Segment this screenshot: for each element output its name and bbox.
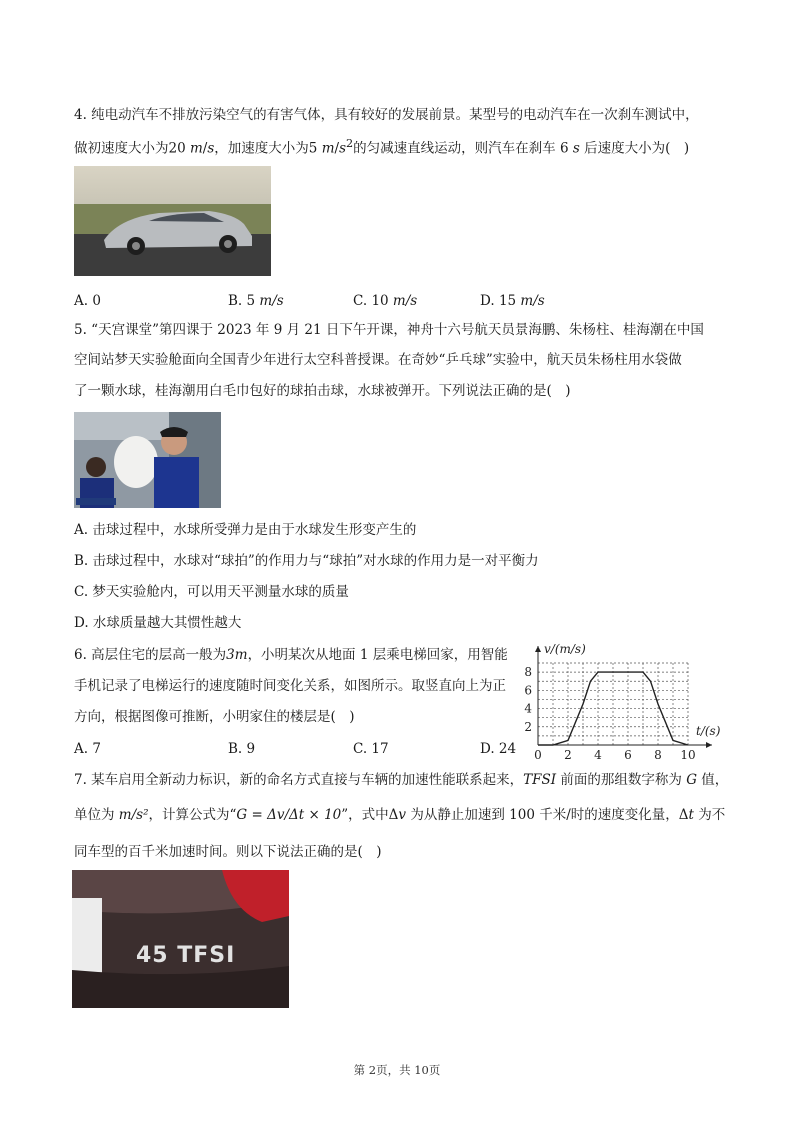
x-tick-label: 0 bbox=[534, 748, 542, 762]
q5-option-c: C. 梦天实验舱内，可以用天平测量水球的质量 bbox=[74, 584, 349, 600]
q4-option-a: A. 0 bbox=[74, 293, 101, 309]
q6-stem-line2: 手机记录了电梯运行的速度随时间变化关系，如图所示。取竖直向上为正 bbox=[74, 678, 506, 694]
q5-option-a: A. 击球过程中，水球所受弹力是由于水球发生形变产生的 bbox=[74, 522, 417, 538]
q4-stem-line1: 4. 纯电动汽车不排放污染空气的有害气体，具有较好的发展前景。某型号的电动汽车在一次刹车测试中， bbox=[74, 107, 699, 123]
q6-option-d: D. 24 bbox=[480, 741, 517, 757]
q4-stem-line2: 做初速度大小为20 m/s，加速度大小为5 $m/s^2$的匀减速直线运动，则汽车在刹车 6 s 后速度大小为( ) bbox=[74, 137, 690, 157]
y-tick-label: 2 bbox=[524, 719, 532, 734]
x-axis-arrow bbox=[706, 742, 712, 748]
tfsi-badge: 45 TFSI bbox=[136, 943, 236, 968]
q4-option-d: D. 15 m/s bbox=[480, 293, 545, 309]
q4-option-b: B. 5 m/s bbox=[228, 293, 284, 309]
q6-option-c: C. 17 bbox=[353, 741, 389, 757]
x-tick-label: 2 bbox=[564, 748, 572, 762]
chart-ticks bbox=[524, 665, 695, 762]
x-tick-label: 4 bbox=[594, 748, 602, 762]
q5-stem-line2: 空间站梦天实验舱面向全国青少年进行太空科普授课。在奇妙“乒乓球”实验中，航天员朱杨柱用水袋做 bbox=[74, 352, 682, 368]
q7-stem-line2: 单位为 m/s²，计算公式为“G = Δv/Δt × 10”，式中Δv 为从静止加速到 100 千米/时的速度变化量，Δt 为不 bbox=[74, 807, 726, 823]
y-tick-label: 8 bbox=[524, 665, 532, 680]
x-tick-label: 10 bbox=[680, 748, 696, 762]
q6-option-a: A. 7 bbox=[74, 741, 101, 757]
chart-grid bbox=[538, 663, 688, 745]
astronaut-photo bbox=[74, 412, 221, 508]
q7-stem-line3: 同车型的百千米加速时间。则以下说法正确的是( ) bbox=[74, 844, 382, 860]
q6-option-b: B. 9 bbox=[228, 741, 256, 757]
x-tick-label: 6 bbox=[624, 748, 632, 762]
electric-car-photo bbox=[74, 166, 271, 276]
q5-option-b: B. 击球过程中，水球对“球拍”的作用力与“球拍”对水球的作用力是一对平衡力 bbox=[74, 553, 539, 569]
velocity-time-chart bbox=[518, 640, 726, 762]
q5-stem-line1: 5. “天宫课堂”第四课于 2023 年 9 月 21 日下午开课，神舟十六号航天员景海鹏、朱杨柱、桂海潮在中国 bbox=[74, 322, 704, 338]
y-axis-arrow bbox=[535, 646, 541, 652]
car-badge-photo bbox=[72, 870, 289, 1008]
page-footer: 第 2页，共 10页 bbox=[353, 1063, 441, 1077]
y-tick-label: 4 bbox=[524, 701, 532, 716]
chart-axes bbox=[535, 646, 712, 748]
x-tick-label: 8 bbox=[654, 748, 662, 762]
y-tick-label: 6 bbox=[524, 683, 532, 698]
q5-stem-line3: 了一颗水球，桂海潮用白毛巾包好的球拍击球，水球被弹开。下列说法正确的是( ) bbox=[74, 383, 571, 399]
chart-x-label: t/(s) bbox=[696, 724, 721, 738]
q4-option-c: C. 10 m/s bbox=[353, 293, 418, 309]
q6-stem-line1: 6. 高层住宅的层高一般为3m，小明某次从地面 1 层乘电梯回家，用智能 bbox=[74, 647, 508, 663]
q5-option-d: D. 水球质量越大其惯性越大 bbox=[74, 615, 242, 631]
q6-stem-line3: 方向，根据图像可推断，小明家住的楼层是( ) bbox=[74, 709, 355, 725]
chart-y-label: v/(m/s) bbox=[544, 642, 586, 656]
q7-stem-line1: 7. 某车启用全新动力标识，新的命名方式直接与车辆的加速性能联系起来，TFSI 前面的那组数字称为 G 值， bbox=[74, 772, 729, 788]
